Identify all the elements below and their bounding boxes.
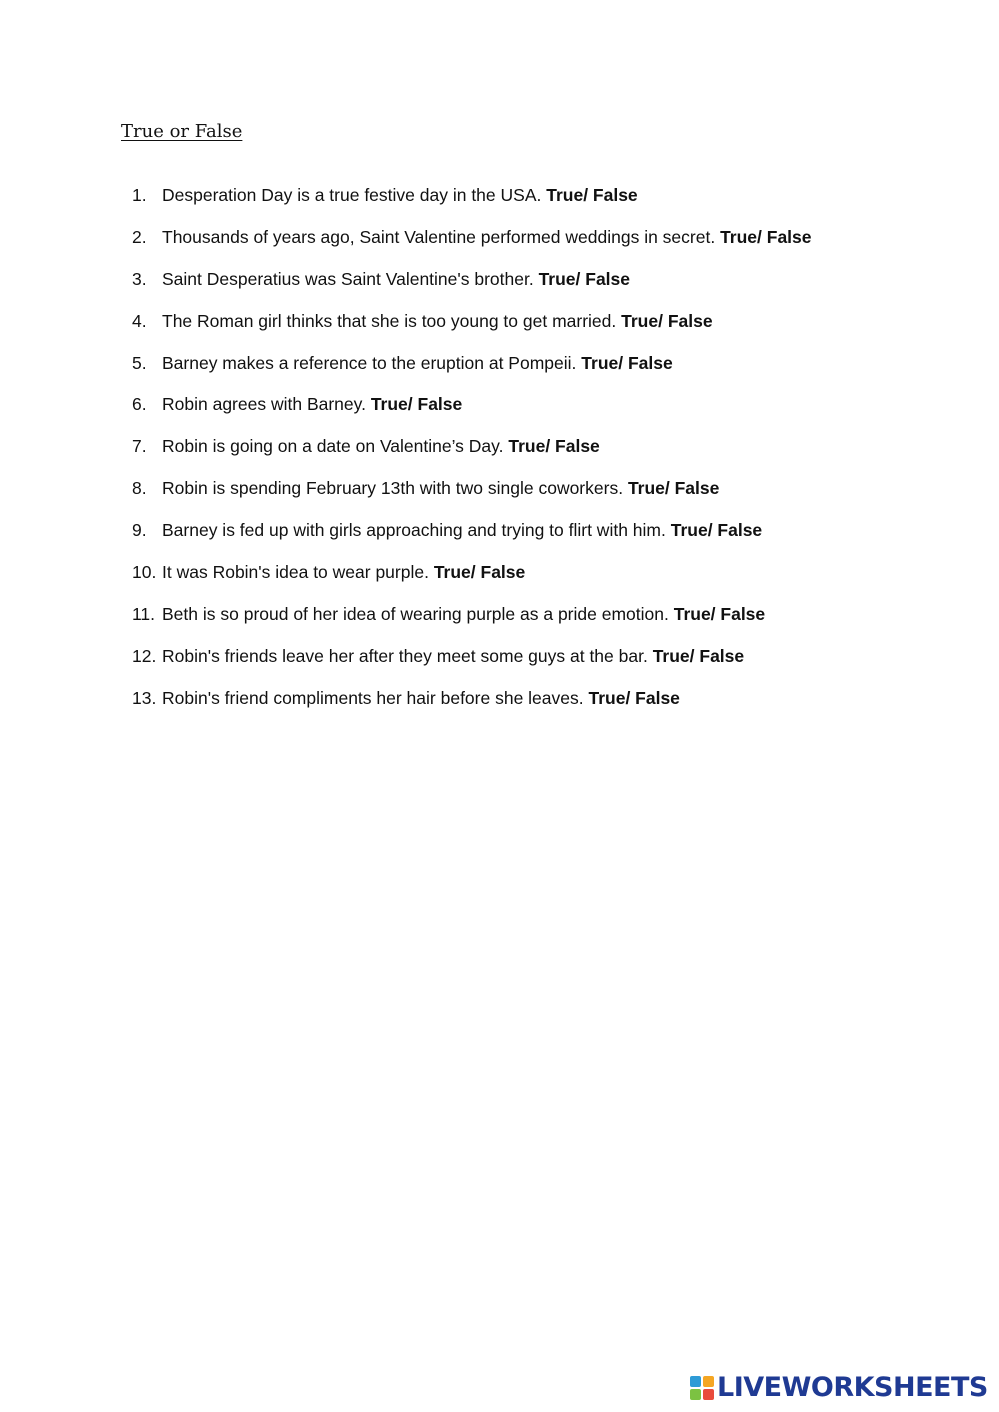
true-false-answer[interactable]: True/ False <box>652 645 745 666</box>
true-false-answer[interactable]: True/ False <box>370 394 463 415</box>
true-false-answer[interactable]: True/ False <box>627 478 720 499</box>
true-false-answer[interactable]: True/ False <box>433 562 526 583</box>
question-item <box>121 515 981 557</box>
question-item <box>121 641 981 683</box>
question-statement: Barney makes a reference to the eruption at Pompeii. <box>162 352 577 373</box>
question-text <box>162 389 462 419</box>
true-false-answer[interactable]: True/ False <box>673 603 766 624</box>
question-number: 9. <box>132 520 147 541</box>
question-item <box>121 683 981 725</box>
question-text <box>162 473 719 503</box>
question-item <box>121 306 981 348</box>
question-text <box>162 557 525 587</box>
true-false-answer[interactable]: True/ False <box>621 310 713 331</box>
logo-block-icon <box>690 1376 701 1387</box>
question-item <box>121 180 981 222</box>
question-list <box>121 180 981 725</box>
question-item <box>121 557 981 599</box>
question-number: 5. <box>132 352 147 373</box>
question-text <box>162 222 812 252</box>
true-false-answer[interactable]: True/ False <box>508 436 600 457</box>
question-statement: Saint Desperatius was Saint Valentine's brother. <box>162 268 534 289</box>
question-text <box>162 180 638 210</box>
question-number: 4. <box>132 310 147 331</box>
question-text <box>162 599 765 629</box>
worksheet-title: True or False <box>121 121 243 142</box>
question-statement: Robin's friend compliments her hair before she leaves. <box>162 687 584 708</box>
question-item <box>121 431 981 473</box>
question-text <box>162 348 673 378</box>
question-statement: The Roman girl thinks that she is too young to get married. <box>162 310 617 331</box>
question-statement: Robin agrees with Barney. <box>162 394 366 415</box>
question-number: 6. <box>132 394 147 415</box>
question-number: 7. <box>132 436 147 457</box>
question-statement: Thousands of years ago, Saint Valentine performed weddings in secret. <box>162 226 716 247</box>
logo-block-icon <box>703 1376 714 1387</box>
true-false-answer[interactable]: True/ False <box>720 226 812 247</box>
logo-block-icon <box>690 1389 701 1400</box>
question-number: 3. <box>132 268 147 289</box>
question-number: 1. <box>132 185 147 205</box>
question-text <box>162 264 630 294</box>
liveworksheets-blocks-icon <box>690 1376 714 1400</box>
question-item <box>121 348 981 390</box>
question-statement: Robin is spending February 13th with two single coworkers. <box>162 478 624 499</box>
question-number: 10. <box>132 562 157 583</box>
question-item <box>121 264 981 306</box>
question-item <box>121 222 981 264</box>
question-number: 11. <box>132 603 156 624</box>
question-statement: It was Robin's idea to wear purple. <box>162 562 429 583</box>
question-statement: Robin's friends leave her after they meet some guys at the bar. <box>162 645 648 666</box>
question-number: 12. <box>132 645 157 666</box>
question-number: 2. <box>132 226 147 247</box>
question-statement: Beth is so proud of her idea of wearing purple as a pride emotion. <box>162 603 669 624</box>
true-false-answer[interactable]: True/ False <box>546 185 638 205</box>
question-statement: Robin is going on a date on Valentine’s Day. <box>162 436 504 457</box>
logo-block-icon <box>703 1389 714 1400</box>
question-text <box>162 683 680 713</box>
question-number: 8. <box>132 478 147 499</box>
question-item <box>121 473 981 515</box>
liveworksheets-logo <box>690 1372 988 1404</box>
question-statement: Desperation Day is a true festive day in the USA. <box>162 185 542 205</box>
true-false-answer[interactable]: True/ False <box>588 687 680 708</box>
question-item <box>121 599 981 641</box>
true-false-answer[interactable]: True/ False <box>670 520 763 541</box>
question-text <box>162 306 713 336</box>
true-false-answer[interactable]: True/ False <box>538 268 631 289</box>
question-text <box>162 641 744 671</box>
question-text <box>162 431 600 461</box>
question-item <box>121 389 981 431</box>
logo-text: LIVEWORKSHEETS <box>717 1372 988 1403</box>
question-statement: Barney is fed up with girls approaching and trying to flirt with him. <box>162 520 666 541</box>
question-number: 13. <box>132 687 157 708</box>
true-false-answer[interactable]: True/ False <box>581 352 673 373</box>
question-text <box>162 515 762 545</box>
